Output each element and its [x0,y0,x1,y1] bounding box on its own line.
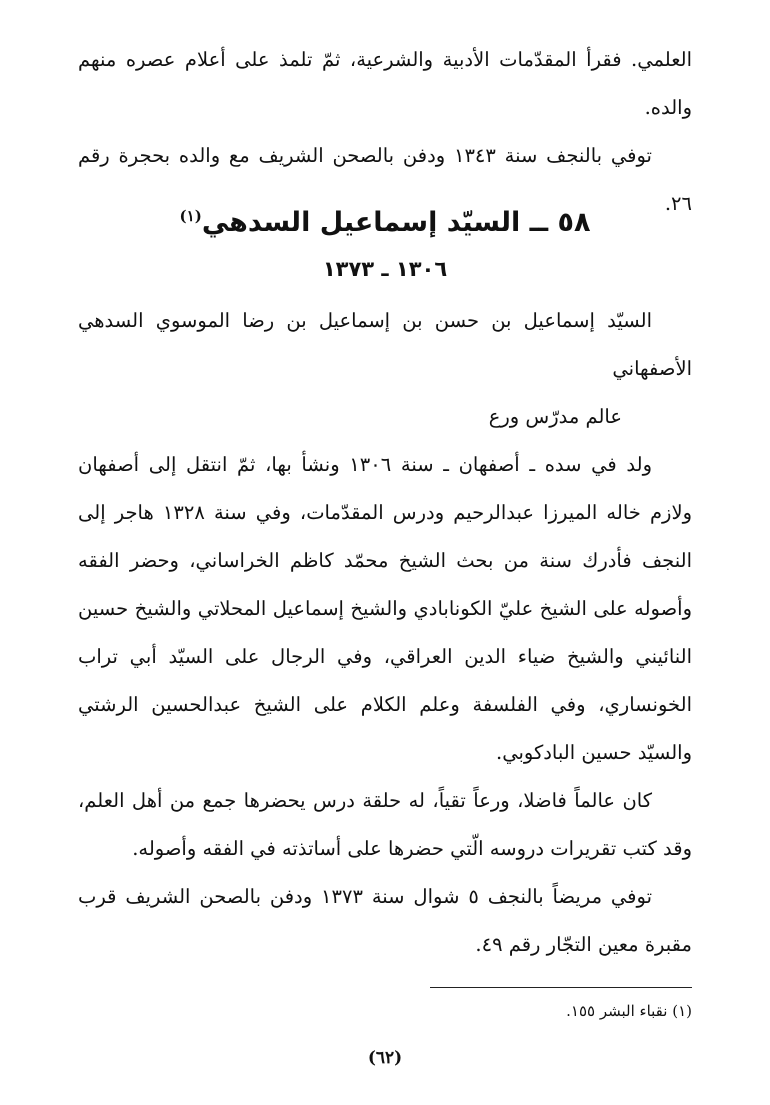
entry-dates: ١٣٠٦ ـ ١٣٧٣ [322,257,448,281]
entry-paragraph-character: كان عالماً فاضلا، ورعاً تقياً، له حلقة درس يحضرها جمع من أهل العلم، وقد كتب تقريرات دروسه الّتي حضرها على أساتذته في الفقه وأصوله. [78,789,692,860]
intro-paragraph-2: توفي بالنجف سنة ١٣٤٣ ودفن بالصحن الشريف مع والده بحجرة رقم ٢٦. [78,144,692,215]
intro-paragraph-1: العلمي. فقرأ المقدّمات الأدبية والشرعية، ثمّ تلمذ على أعلام عصره منهم والده. [78,48,692,119]
page-number: (٦٢) [367,1048,403,1068]
entry-paragraph-death: توفي مريضاً بالنجف ٥ شوال سنة ١٣٧٣ ودفن بالصحن الشريف قرب مقبرة معين التجّار رقم ٤٩. [78,885,692,956]
entry-paragraph-name: السيّد إسماعيل بن حسن بن إسماعيل بن رضا الموسوي السدهي الأصفهاني [78,309,692,380]
entry-title: ٥٨ ــ السيّد إسماعيل السدهي [201,207,591,238]
entry-paragraph-biography: ولد في سده ـ أصفهان ـ سنة ١٣٠٦ ونشأ بها، ثمّ انتقل إلى أصفهان ولازم خاله الميرزا عبدالرحيم ودرس المقدّمات، وفي سنة ١٣٢٨ هاجر إلى النجف فأدرك سنة من بحث الشيخ محمّد كاظم الخراساني، وحضر الفقه وأصوله على الشيخ عليّ الكونابادي والشيخ إسماعيل المحلاتي والشيخ حسين النائيني والشيخ ضياء الدين العراقي، وفي الرجال على السيّد أبي تراب الخونساري، وفي الفلسفة وعلم الكلام على الشيخ عبدالحسين الرشتي والسيّد حسين البادكوبي. [78,453,692,764]
entry-paragraph-description: عالم مدرّس ورع [488,405,622,428]
footnote-reference: (١) [179,207,202,225]
footnote: (١) نقباء البشر ١٥٥. [566,1002,692,1020]
entry-body [78,297,692,969]
footnote-separator [430,987,692,988]
entry-heading [78,196,692,243]
